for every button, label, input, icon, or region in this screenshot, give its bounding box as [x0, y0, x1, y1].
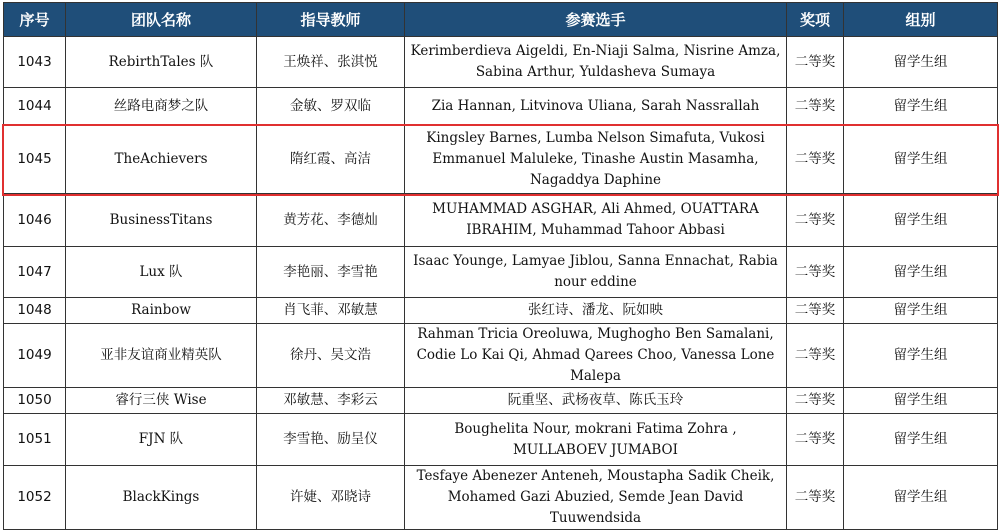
cell-group: 留学生组	[844, 388, 998, 414]
cell-team: Rainbow	[66, 298, 257, 324]
cell-no: 1046	[4, 194, 66, 247]
cell-teacher: 李艳丽、李雪艳	[257, 247, 405, 298]
cell-team: BlackKings	[66, 466, 257, 530]
cell-award: 二等奖	[787, 388, 844, 414]
cell-no: 1048	[4, 298, 66, 324]
table-row	[4, 414, 998, 466]
table-body	[4, 37, 998, 530]
cell-players: 张红诗、潘龙、阮如映	[405, 298, 787, 324]
cell-no: 1043	[4, 37, 66, 88]
cell-award: 二等奖	[787, 247, 844, 298]
cell-no: 1052	[4, 466, 66, 530]
cell-players: Tesfaye Abenezer Anteneh, Moustapha Sadik Cheik, Mohamed Gazi Abuzied, Semde Jean David Tuuwendsida	[405, 466, 787, 530]
header-players: 参赛选手	[405, 3, 787, 37]
cell-award: 二等奖	[787, 414, 844, 466]
cell-award: 二等奖	[787, 324, 844, 388]
cell-teacher: 许婕、邓晓诗	[257, 466, 405, 530]
cell-no: 1050	[4, 388, 66, 414]
cell-players: Isaac Younge, Lamyae Jiblou, Sanna Ennachat, Rabia nour eddine	[405, 247, 787, 298]
cell-teacher: 王焕祥、张淇悦	[257, 37, 405, 88]
table-row	[4, 324, 998, 388]
cell-players: Boughelita Nour, mokrani Fatima Zohra , MULLABOEV JUMABOI	[405, 414, 787, 466]
cell-award: 二等奖	[787, 37, 844, 88]
cell-group: 留学生组	[844, 88, 998, 126]
header-no: 序号	[4, 3, 66, 37]
cell-group: 留学生组	[844, 324, 998, 388]
cell-teacher: 肖飞菲、邓敏慧	[257, 298, 405, 324]
cell-players: MUHAMMAD ASGHAR, Ali Ahmed, OUATTARA IBRAHIM, Muhammad Tahoor Abbasi	[405, 194, 787, 247]
header-award: 奖项	[787, 3, 844, 37]
cell-teacher: 李雪艳、励呈仪	[257, 414, 405, 466]
cell-team: Lux 队	[66, 247, 257, 298]
table-row	[4, 298, 998, 324]
header-team: 团队名称	[66, 3, 257, 37]
cell-award: 二等奖	[787, 88, 844, 126]
cell-teacher: 徐丹、吴文浩	[257, 324, 405, 388]
cell-group: 留学生组	[844, 414, 998, 466]
cell-team: FJN 队	[66, 414, 257, 466]
cell-teacher: 邓敏慧、李彩云	[257, 388, 405, 414]
table-row	[4, 126, 998, 194]
header-teacher: 指导教师	[257, 3, 405, 37]
cell-team: 亚非友谊商业精英队	[66, 324, 257, 388]
cell-no: 1051	[4, 414, 66, 466]
table-row	[4, 466, 998, 530]
cell-no: 1047	[4, 247, 66, 298]
cell-teacher: 金敏、罗双临	[257, 88, 405, 126]
cell-team: RebirthTales 队	[66, 37, 257, 88]
cell-players: Rahman Tricia Oreoluwa, Mughogho Ben Samalani, Codie Lo Kai Qi, Ahmad Qarees Choo, Vanessa Lone Malepa	[405, 324, 787, 388]
cell-award: 二等奖	[787, 298, 844, 324]
table-header	[4, 3, 998, 37]
cell-award: 二等奖	[787, 194, 844, 247]
cell-group: 留学生组	[844, 247, 998, 298]
cell-no: 1049	[4, 324, 66, 388]
cell-team: TheAchievers	[66, 126, 257, 194]
cell-award: 二等奖	[787, 466, 844, 530]
cell-group: 留学生组	[844, 194, 998, 247]
header-group: 组别	[844, 3, 998, 37]
table-row	[4, 88, 998, 126]
cell-team: 睿行三侠 Wise	[66, 388, 257, 414]
results-table	[3, 2, 998, 530]
cell-players: Kingsley Barnes, Lumba Nelson Simafuta, Vukosi Emmanuel Maluleke, Tinashe Austin Masamha, Nagaddya Daphine	[405, 126, 787, 194]
cell-group: 留学生组	[844, 298, 998, 324]
cell-no: 1044	[4, 88, 66, 126]
header-row	[4, 3, 998, 37]
cell-players: 阮重坚、武杨夜草、陈氏玉玲	[405, 388, 787, 414]
table-row	[4, 388, 998, 414]
table-row	[4, 194, 998, 247]
cell-group: 留学生组	[844, 37, 998, 88]
cell-team: 丝路电商梦之队	[66, 88, 257, 126]
cell-players: Zia Hannan, Litvinova Uliana, Sarah Nassrallah	[405, 88, 787, 126]
cell-award: 二等奖	[787, 126, 844, 194]
cell-teacher: 隋红霞、高洁	[257, 126, 405, 194]
table-row	[4, 37, 998, 88]
cell-teacher: 黄芳花、李德灿	[257, 194, 405, 247]
cell-group: 留学生组	[844, 466, 998, 530]
cell-players: Kerimberdieva Aigeldi, En-Niaji Salma, Nisrine Amza, Sabina Arthur, Yuldasheva Sumaya	[405, 37, 787, 88]
cell-group: 留学生组	[844, 126, 998, 194]
cell-no: 1045	[4, 126, 66, 194]
cell-team: BusinessTitans	[66, 194, 257, 247]
table-row	[4, 247, 998, 298]
